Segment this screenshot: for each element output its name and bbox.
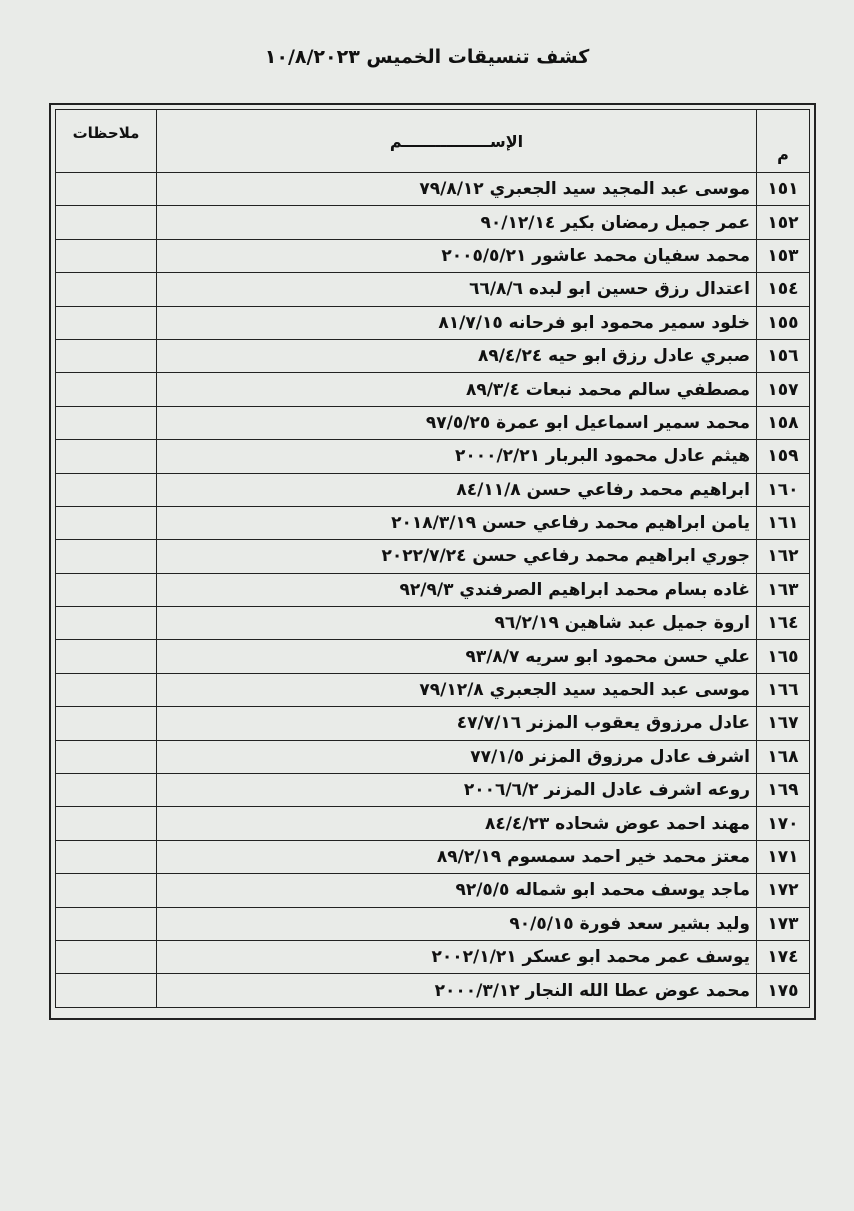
row-notes [56,673,157,706]
row-number: ١٥٧ [757,373,810,406]
table-header-row [56,110,810,173]
row-notes [56,540,157,573]
table-row [56,506,810,539]
row-number: ١٦٩ [757,774,810,807]
row-number: ١٥٥ [757,306,810,339]
table-row [56,573,810,606]
table-row [56,206,810,239]
row-notes [56,373,157,406]
table-row [56,807,810,840]
schedule-table [55,109,810,1008]
row-notes [56,774,157,807]
row-notes [56,339,157,372]
row-notes [56,640,157,673]
row-name: مصطفي سالم محمد نبعات ٨٩/٣/٤ [157,373,757,406]
row-name: اشرف عادل مرزوق المزنر ٧٧/١/٥ [157,740,757,773]
row-name: موسى عبد المجيد سيد الجعبري ٧٩/٨/١٢ [157,173,757,206]
table-row [56,306,810,339]
row-number: ١٥٣ [757,239,810,272]
table-row [56,373,810,406]
row-notes [56,874,157,907]
table-row [56,339,810,372]
row-notes [56,707,157,740]
row-name: محمد عوض عطا الله النجار ٢٠٠٠/٣/١٢ [157,974,757,1007]
row-name: مهند احمد عوض شحاده ٨٤/٤/٢٣ [157,807,757,840]
table-row [56,273,810,306]
row-name: محمد سمير اسماعيل ابو عمرة ٩٧/٥/٢٥ [157,406,757,439]
row-notes [56,173,157,206]
row-notes [56,406,157,439]
row-notes [56,306,157,339]
row-notes [56,907,157,940]
row-number: ١٥١ [757,173,810,206]
row-name: معتز محمد خير احمد سمسوم ٨٩/٢/١٩ [157,840,757,873]
row-number: ١٥٦ [757,339,810,372]
row-notes [56,206,157,239]
row-number: ١٦١ [757,506,810,539]
row-name: غاده بسام محمد ابراهيم الصرفندي ٩٢/٩/٣ [157,573,757,606]
row-name: يوسف عمر محمد ابو عسكر ٢٠٠٢/١/٢١ [157,940,757,973]
row-notes [56,974,157,1007]
page-title: كشف تنسيقات الخميس ١٠/٨/٢٠٢٣ [264,46,590,68]
schedule-table-frame [49,103,816,1020]
row-name: روعه اشرف عادل المزنر ٢٠٠٦/٦/٢ [157,774,757,807]
table-row [56,540,810,573]
row-number: ١٥٢ [757,206,810,239]
row-name: صبري عادل رزق ابو حيه ٨٩/٤/٢٤ [157,339,757,372]
table-row [56,440,810,473]
row-name: خلود سمير محمود ابو فرحانه ٨١/٧/١٥ [157,306,757,339]
row-notes [56,440,157,473]
row-number: ١٦٦ [757,673,810,706]
row-notes [56,506,157,539]
row-notes [56,607,157,640]
row-name: اروة جميل عبد شاهين ٩٦/٢/١٩ [157,607,757,640]
row-number: ١٥٩ [757,440,810,473]
row-name: هيثم عادل محمود البربار ٢٠٠٠/٢/٢١ [157,440,757,473]
table-body [56,173,810,1008]
row-name: وليد بشير سعد فورة ٩٠/٥/١٥ [157,907,757,940]
row-name: اعتدال رزق حسين ابو لبده ٦٦/٨/٦ [157,273,757,306]
table-row [56,940,810,973]
row-name: ابراهيم محمد رفاعي حسن ٨٤/١١/٨ [157,473,757,506]
table-row [56,840,810,873]
table-row [56,673,810,706]
row-number: ١٧٥ [757,974,810,1007]
row-number: ١٦٧ [757,707,810,740]
row-notes [56,807,157,840]
header-notes: ملاحظات [56,110,157,173]
row-number: ١٥٨ [757,406,810,439]
row-notes [56,940,157,973]
row-number: ١٧٢ [757,874,810,907]
row-name: جوري ابراهيم محمد رفاعي حسن ٢٠٢٢/٧/٢٤ [157,540,757,573]
row-number: ١٧٣ [757,907,810,940]
table-row [56,740,810,773]
table-row [56,473,810,506]
row-notes [56,273,157,306]
table-row [56,173,810,206]
row-name: محمد سفيان محمد عاشور ٢٠٠٥/٥/٢١ [157,239,757,272]
row-number: ١٧١ [757,840,810,873]
table-row [56,406,810,439]
table-row [56,974,810,1007]
table-row [56,640,810,673]
row-notes [56,573,157,606]
row-name: يامن ابراهيم محمد رفاعي حسن ٢٠١٨/٣/١٩ [157,506,757,539]
row-number: ١٧٠ [757,807,810,840]
row-name: موسى عبد الحميد سيد الجعبري ٧٩/١٢/٨ [157,673,757,706]
row-number: ١٦٠ [757,473,810,506]
table-row [56,707,810,740]
row-number: ١٦٤ [757,607,810,640]
row-number: ١٧٤ [757,940,810,973]
table-row [56,907,810,940]
table-row [56,874,810,907]
row-notes [56,473,157,506]
row-number: ١٦٢ [757,540,810,573]
row-name: عمر جميل رمضان بكير ٩٠/١٢/١٤ [157,206,757,239]
table-row [56,607,810,640]
row-notes [56,740,157,773]
row-notes [56,840,157,873]
row-number: ١٦٥ [757,640,810,673]
table-row [56,774,810,807]
row-name: ماجد يوسف محمد ابو شماله ٩٢/٥/٥ [157,874,757,907]
row-number: ١٦٨ [757,740,810,773]
header-name: الإســــــــــــــــم [157,110,757,173]
row-number: ١٦٣ [757,573,810,606]
row-number: ١٥٤ [757,273,810,306]
header-number: م [757,110,810,173]
row-name: علي حسن محمود ابو سريه ٩٣/٨/٧ [157,640,757,673]
row-notes [56,239,157,272]
row-name: عادل مرزوق يعقوب المزنر ٤٧/٧/١٦ [157,707,757,740]
table-row [56,239,810,272]
